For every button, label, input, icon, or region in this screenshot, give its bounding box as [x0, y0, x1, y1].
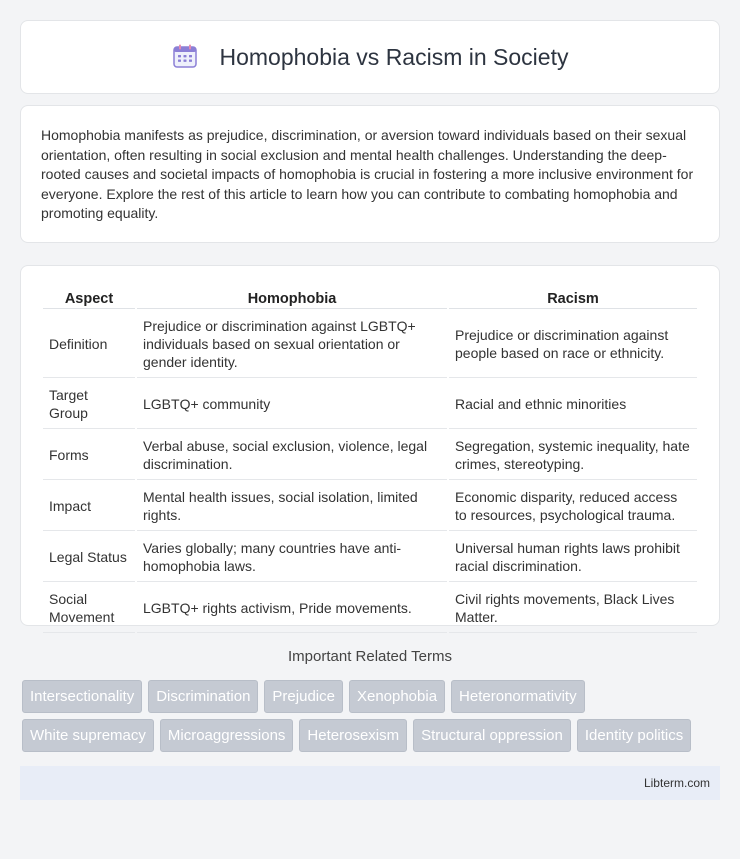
- intro-card: [20, 105, 720, 243]
- table-row: [43, 311, 697, 378]
- page-title: Homophobia vs Racism in Society: [219, 43, 569, 70]
- comparison-table-card: [20, 265, 720, 626]
- table-row: [43, 380, 697, 429]
- calendar-icon: [172, 43, 198, 69]
- table-header-row: [43, 288, 697, 309]
- row-aspect: Definition: [43, 311, 135, 378]
- row-racism: Universal human rights laws prohibit racial discrimination.: [449, 533, 697, 582]
- term-tag[interactable]: Discrimination: [148, 680, 258, 713]
- table-row: [43, 482, 697, 531]
- term-tag[interactable]: Microaggressions: [160, 719, 294, 752]
- row-racism: Segregation, systemic inequality, hate crimes, stereotyping.: [449, 431, 697, 480]
- table-row: [43, 533, 697, 582]
- header-card: [20, 20, 720, 94]
- term-tag[interactable]: Identity politics: [577, 719, 691, 752]
- term-tag[interactable]: Xenophobia: [349, 680, 445, 713]
- row-aspect: Impact: [43, 482, 135, 531]
- row-homophobia: Mental health issues, social isolation, limited rights.: [137, 482, 447, 531]
- row-racism: Economic disparity, reduced access to resources, psychological trauma.: [449, 482, 697, 531]
- row-homophobia: LGBTQ+ rights activism, Pride movements.: [137, 584, 447, 633]
- related-terms-list: [22, 680, 718, 752]
- row-homophobia: Varies globally; many countries have anti-homophobia laws.: [137, 533, 447, 582]
- row-homophobia: Verbal abuse, social exclusion, violence, legal discrimination.: [137, 431, 447, 480]
- row-aspect: Target Group: [43, 380, 135, 429]
- term-tag[interactable]: White supremacy: [22, 719, 154, 752]
- term-tag[interactable]: Structural oppression: [413, 719, 571, 752]
- comparison-table: [41, 286, 699, 635]
- row-aspect: Social Movement: [43, 584, 135, 633]
- row-aspect: Legal Status: [43, 533, 135, 582]
- intro-text: Homophobia manifests as prejudice, discrimination, or aversion toward individuals based on their sexual orientation, often resulting in social exclusion and mental health challenges. Understanding the deep-rooted causes and societal impacts of homophobia is crucial in fostering a more inclusive environment for everyone. Explore the rest of this article to learn how you can contribute to combating homophobia and promoting equality.: [41, 127, 694, 222]
- term-tag[interactable]: Heterosexism: [299, 719, 407, 752]
- row-homophobia: LGBTQ+ community: [137, 380, 447, 429]
- footer-site-link[interactable]: Libterm.com: [643, 776, 710, 790]
- header-racism: Racism: [449, 288, 697, 309]
- row-racism: Prejudice or discrimination against people based on race or ethnicity.: [449, 311, 697, 378]
- row-racism: Civil rights movements, Black Lives Matter.: [449, 584, 697, 633]
- related-terms-title: Important Related Terms: [288, 648, 452, 665]
- row-homophobia: Prejudice or discrimination against LGBTQ+ individuals based on sexual orientation or gender identity.: [137, 311, 447, 378]
- row-racism: Racial and ethnic minorities: [449, 380, 697, 429]
- table-row: [43, 584, 697, 633]
- header-aspect: Aspect: [43, 288, 135, 309]
- row-aspect: Forms: [43, 431, 135, 480]
- term-tag[interactable]: Intersectionality: [22, 680, 142, 713]
- footer: [20, 766, 720, 800]
- term-tag[interactable]: Heteronormativity: [451, 680, 585, 713]
- term-tag[interactable]: Prejudice: [264, 680, 343, 713]
- header-homophobia: Homophobia: [137, 288, 447, 309]
- table-row: [43, 431, 697, 480]
